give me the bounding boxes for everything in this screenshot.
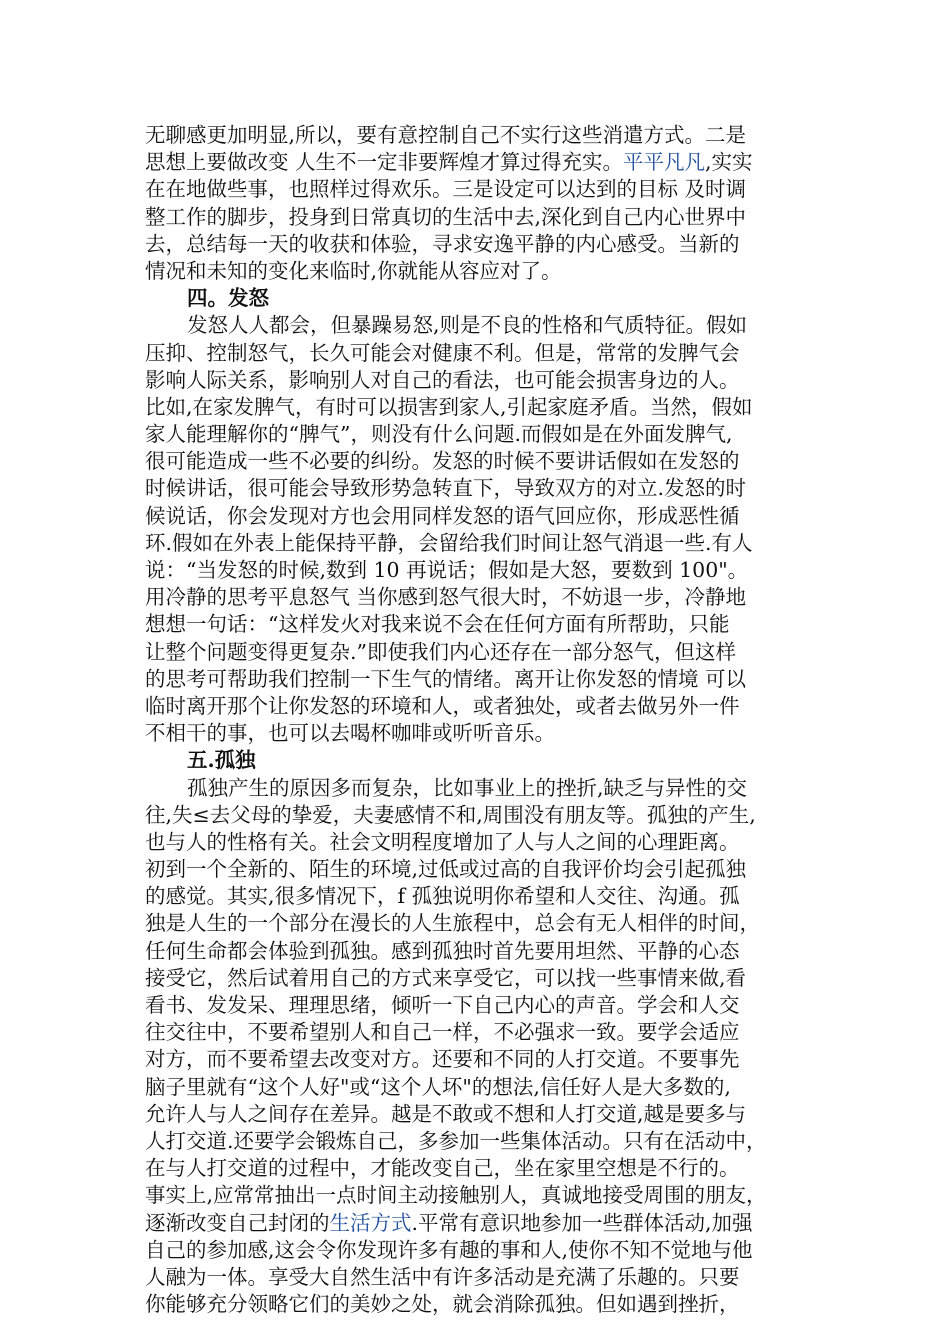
text-line: 候说话，你会发现对方也会用同样发怒的语气回应你，形成恶性循 xyxy=(145,503,740,528)
text-line: 说：“当发怒的时候,数到 10 再说话；假如是大怒，要数到 100"。 xyxy=(145,558,749,582)
text-line: 去，总结每一天的收获和体验，寻求安逸平静的内心感受。当新的 xyxy=(145,231,740,256)
text-line: 时候讲话，很可能会导致形势急转直下，导致双方的对立.发怒的时 xyxy=(145,476,747,501)
text-line: 影响人际关系，影响别人对自己的看法，也可能会损害身边的人。 xyxy=(145,367,740,392)
text-line: 对方，而不要希望去改变对方。还要和不同的人打交道。不要事先 xyxy=(145,1047,740,1072)
text-line: 允许人与人之间存在差异。越是不敢或不想和人打交道,越是要多与 xyxy=(145,1101,747,1126)
text-line: 独是人生的一个部分在漫长的人生旅程中，总会有无人相伴的时间， xyxy=(145,911,760,936)
text-line: 家人能理解你的“脾气”，则没有什么问题.而假如是在外面发脾气, xyxy=(145,422,733,447)
text-line: 让整个问题变得更复杂.”即使我们内心还存在一部分怒气，但这样 xyxy=(145,639,736,664)
text-line: 人打交道.还要学会锻炼自己，多参加一些集体活动。只有在活动中， xyxy=(145,1128,767,1153)
text-line: 也与人的性格有关。社会文明程度增加了人与人之间的心理距离。 xyxy=(145,829,740,854)
section-4-body xyxy=(145,312,809,747)
text-line: 孤独产生的原因多而复杂，比如事业上的挫折,缺乏与异性的交 xyxy=(187,775,748,800)
text-run: 逐渐改变自己封闭的 xyxy=(145,1210,330,1235)
text-line: 临时离开那个让你发怒的环境和人，或者独处，或者去做另外一件 xyxy=(145,693,740,718)
text-line: 往交往中，不要希望别人和自己一样，不必强求一致。要学会适应 xyxy=(145,1020,740,1045)
inline-link[interactable]: 生活方式 xyxy=(329,1210,412,1235)
text-line: 无聊感更加明显,所以，要有意控制自己不实行这些消遣方式。二是 xyxy=(145,123,747,147)
section-4-heading: 四。发怒 xyxy=(187,286,269,311)
text-line: 整工作的脚步，投身到日常真切的生活中去,深化到自己内心世界中 xyxy=(145,204,747,229)
text-line xyxy=(145,149,809,176)
section-3-body xyxy=(145,122,809,285)
text-run: 思想上要做改变 人生不一定非要辉煌才算过得充实。 xyxy=(145,150,624,175)
text-line: 比如,在家发脾气，有时可以损害到家人,引起家庭矛盾。当然，假如 xyxy=(145,394,753,419)
text-line: 在与人打交道的过程中，才能改变自己，坐在家里空想是不行的。 xyxy=(145,1156,740,1181)
text-line: 的感觉。其实,很多情况下，f 孤独说明你希望和人交往、沟通。孤 xyxy=(145,884,740,909)
inline-link[interactable]: 平平凡凡 xyxy=(623,150,706,175)
text-line: 接受它，然后试着用自己的方式来享受它，可以找一些事情来做,看 xyxy=(145,965,747,990)
text-line: 看书、发发呆、理理思绪，倾听一下自己内心的声音。学会和人交 xyxy=(145,993,740,1017)
text-line: 事实上,应常常抽出一点时间主动接触别人，真诚地接受周围的朋友， xyxy=(145,1183,767,1208)
text-line: 人融为一体。享受大自然生活中有许多活动是充满了乐趣的。只要 xyxy=(145,1264,740,1289)
text-line: 的思考可帮助我们控制一下生气的情绪。离开让你发怒的情境 可以 xyxy=(145,666,747,691)
text-line: 初到一个全新的、陌生的环境,过低或过高的自我评价均会引起孤独 xyxy=(145,857,747,882)
text-line: 你能够充分领略它们的美妙之处，就会消除孤独。但如遇到挫折， xyxy=(145,1292,740,1317)
text-line: 想想一句话：“这样发火对我来说不会在任何方面有所帮助，只能 xyxy=(145,612,730,637)
text-line: 压抑、控制怒气，长久可能会对健康不利。但是，常常的发脾气会 xyxy=(145,340,740,365)
section-5-heading: 五.孤独 xyxy=(187,748,256,773)
text-run: .平常有意识地参加一些群体活动,加强 xyxy=(411,1210,753,1235)
text-line: 情况和未知的变化来临时,你就能从容应对了。 xyxy=(145,258,562,283)
text-line: 往,失≤去父母的挚爱，夫妻感情不和,周围没有朋友等。孤独的产生, xyxy=(145,802,756,827)
section-5-body xyxy=(145,775,809,1319)
text-line: 环.假如在外表上能保持平静，会留给我们时间让怒气消退一些.有人 xyxy=(145,530,753,555)
text-line: 用冷静的思考平息怒气 当你感到怒气很大时，不妨退一步，冷静地 xyxy=(145,585,747,610)
text-line: 任何生命都会体验到孤独。感到孤独时首先要用坦然、平静的心态 xyxy=(145,938,740,963)
text-line: 发怒人人都会，但暴躁易怒,则是不良的性格和气质特征。假如 xyxy=(187,313,748,338)
text-line: 脑子里就有“这个人好"或“这个人坏"的想法,信任好人是大多数的, xyxy=(145,1074,731,1099)
text-line: 不相干的事，也可以去喝杯咖啡或听听音乐。 xyxy=(145,721,555,746)
document-page xyxy=(145,122,809,1318)
text-run: ,实实 xyxy=(705,150,753,175)
text-line xyxy=(145,1210,809,1237)
text-line: 很可能造成一些不必要的纠纷。发怒的时候不要讲话假如在发怒的 xyxy=(145,449,740,474)
text-line: 自己的参加感,这会令你发现许多有趣的事和人,使你不知不觉地与他 xyxy=(145,1237,753,1262)
text-line: 在在地做些事，也照样过得欢乐。三是设定可以达到的目标 及时调 xyxy=(145,177,747,202)
